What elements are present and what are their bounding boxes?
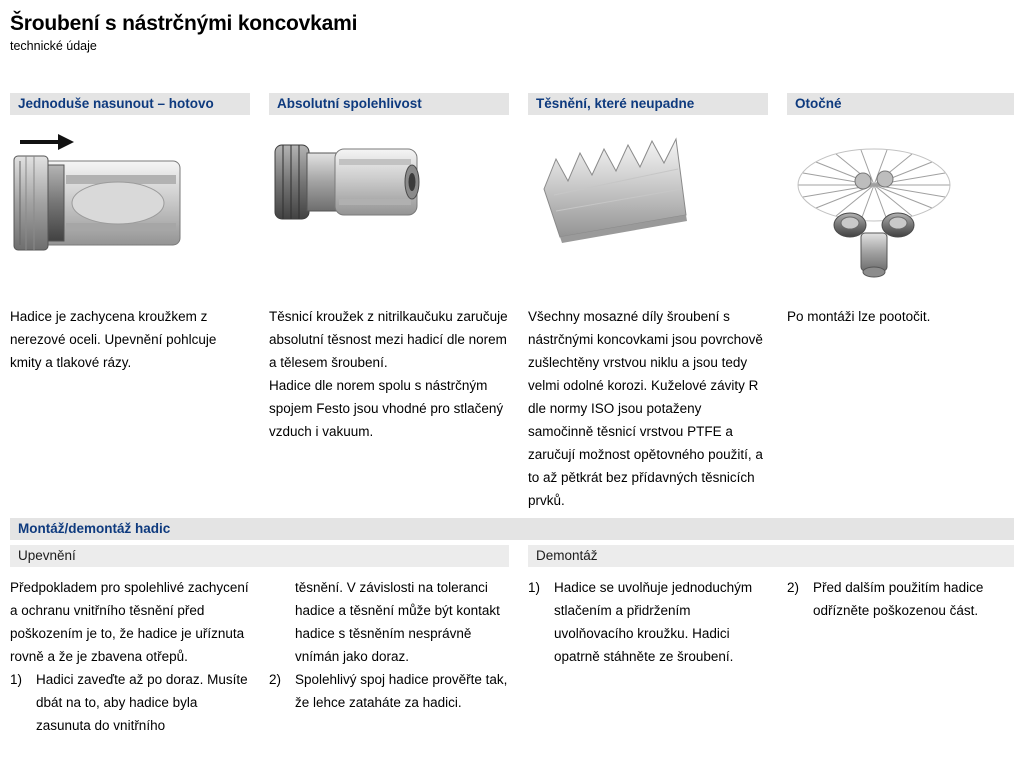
demontaz-subheader: Demontáž xyxy=(528,545,1014,567)
feature-paragraph: Po montáži lze pootočit. xyxy=(787,309,931,324)
step-text: Hadici zaveďte až po doraz. Musíte dbát na to, aby hadice byla zasunuta do vnitřního xyxy=(36,672,248,733)
hose-retaining-ring-illustration xyxy=(10,115,250,305)
demontaz-step-1 xyxy=(528,576,768,668)
feature-text-rotatable xyxy=(787,305,1014,328)
feature-paragraph: Hadice je zachycena kroužkem z nerezové oceli. Upevnění pohlcuje kmity a tlakové rázy. xyxy=(10,309,217,370)
feature-col-rotatable xyxy=(787,93,1014,512)
demontaz-col-1 xyxy=(528,576,768,668)
upevneni-col-2 xyxy=(269,576,509,714)
step-number: 2) xyxy=(787,580,800,595)
step-text: Spolehlivý spoj hadice prověřte tak, že lehce zataháte za hadici. xyxy=(295,672,508,710)
cutaway-fitting-illustration xyxy=(269,115,509,305)
feature-header-seal: Těsnění, které neupadne xyxy=(528,93,768,115)
feature-paragraph: Všechny mosazné díly šroubení s nástrčnými koncovkami jsou povrchově zušlechtěny vrstvou niklu a jsou tedy velmi odolné korozi. Kuželové závity R dle normy ISO jsou potaženy samočinně těsnicí vrstvou PTFE a zaručují možnost opětovného použití, a to až pětkrát bez přídavných těsnicích prvků. xyxy=(528,309,763,508)
assembly-section-header: Montáž/demontáž hadic xyxy=(10,518,1014,540)
step-number: 2) xyxy=(269,672,282,687)
feature-col-push-in xyxy=(10,93,250,512)
feature-text-push-in xyxy=(10,305,250,374)
feature-paragraph: Hadice dle norem spolu s nástrčným spojem Festo jsou vhodné pro stlačený vzduch i vakuum. xyxy=(269,378,504,439)
upevneni-continuation: těsnění. V závislosti na toleranci hadice a těsnění může být kontakt hadice s těsněním nesprávně vnímán jako doraz. xyxy=(295,580,500,664)
feature-col-reliability xyxy=(269,93,509,512)
feature-text-reliability xyxy=(269,305,509,443)
feature-header-rotatable: Otočné xyxy=(787,93,1014,115)
step-text: Před dalším použitím hadice odřízněte poškozenou část. xyxy=(813,580,984,618)
demontaz-col-2 xyxy=(787,576,1014,622)
rotatable-manifold-illustration xyxy=(787,115,1014,305)
step-number: 1) xyxy=(10,672,23,687)
upevneni-intro: Předpokladem pro spolehlivé zachycení a ochranu vnitřního těsnění před poškozením je to, že hadice je uříznuta rovně a že je zbavena otřepů. xyxy=(10,580,249,664)
page-subtitle: technické údaje xyxy=(10,39,97,53)
assembly-subheaders xyxy=(10,545,1014,567)
feature-header-push-in: Jednoduše nasunout – hotovo xyxy=(10,93,250,115)
feature-columns xyxy=(10,93,1014,512)
upevneni-step-1 xyxy=(10,668,250,737)
assembly-body xyxy=(10,576,1014,737)
feature-header-reliability: Absolutní spolehlivost xyxy=(269,93,509,115)
demontaz-step-2 xyxy=(787,576,1014,622)
feature-col-seal xyxy=(528,93,768,512)
upevneni-col-1 xyxy=(10,576,250,737)
page-title: Šroubení s nástrčnými koncovkami xyxy=(10,12,358,35)
upevneni-subheader: Upevnění xyxy=(10,545,509,567)
feature-text-seal xyxy=(528,305,768,512)
step-text: Hadice se uvolňuje jednoduchým stlačením a přidržením uvolňovacího kroužku. Hadici opatrně stáhněte ze šroubení. xyxy=(554,580,753,664)
seal-strip-illustration xyxy=(528,115,768,305)
step-number: 1) xyxy=(528,580,541,595)
upevneni-step-2 xyxy=(269,668,509,714)
feature-paragraph: Těsnicí kroužek z nitrilkaučuku zaručuje absolutní těsnost mezi hadicí dle norem a tělesem šroubení. xyxy=(269,309,508,370)
